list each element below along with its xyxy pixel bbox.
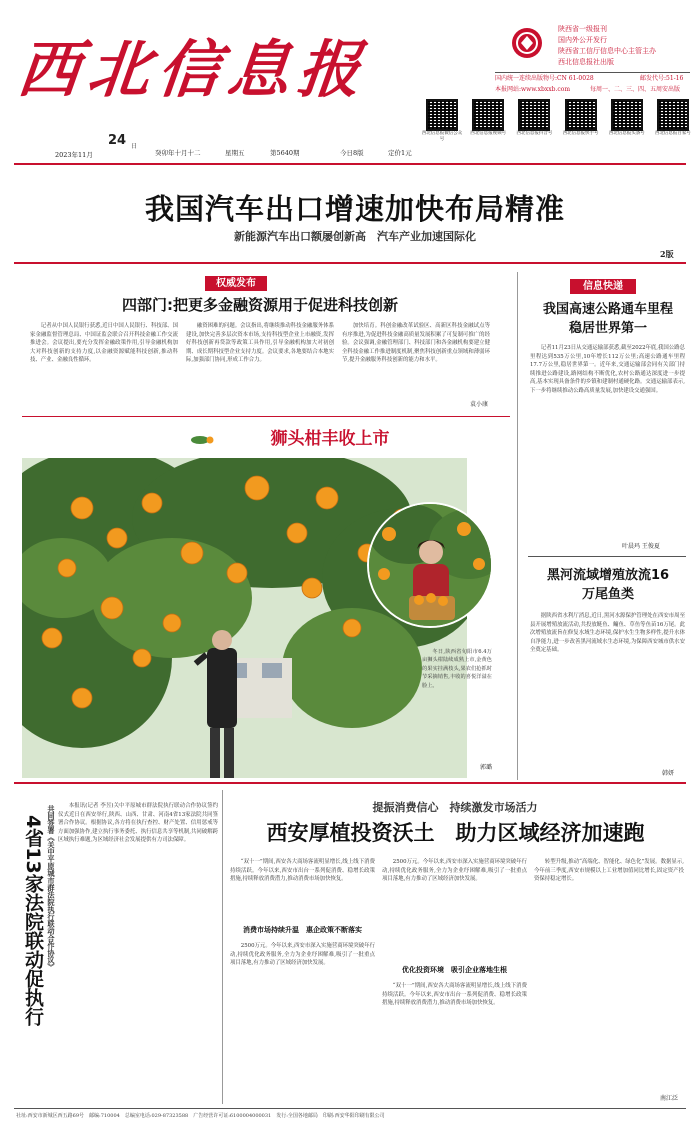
vertical-body bbox=[58, 802, 218, 1104]
section-rule bbox=[14, 782, 686, 784]
xian-col-1-text-2: 2500万元。今年以来,西安市深入实施营商环境突破年行动,持续优化政务服务,全力为企业纾困解难,吸引了一批重点项目落地,有力推动了区域经济加快发展。 bbox=[230, 943, 375, 967]
right-column-divider bbox=[517, 272, 518, 780]
fish-body bbox=[530, 612, 685, 770]
qr-code-icon[interactable] bbox=[657, 99, 689, 131]
lunar-date: 癸卯年十月十二 bbox=[155, 149, 201, 157]
price: 定价1元 bbox=[388, 149, 412, 157]
lead-page-ref[interactable]: 2版 bbox=[660, 249, 674, 259]
xian-col-1-text: “双十一”期间,西安各大商场客流明显增长,线上线下消费持续活跃。今年以来,西安市出台一系列促消费、稳增长政策措施,持续释放消费潜力,推动消费市场加快恢复。 bbox=[230, 859, 375, 883]
express-body bbox=[530, 344, 685, 544]
fish-headline: 黑河流域增殖放流16万尾鱼类 bbox=[546, 568, 670, 602]
qr-label: 西北信息报抖音号 bbox=[516, 131, 553, 136]
photo-author: 郭璐 bbox=[480, 764, 493, 771]
express-body-text: 记者11月23日从交通运输部获悉,截至2022年底,我国公路总里程达到535万公里,10年增长112万公里;高速公路通车里程17.7万公里,稳居世界第一。近年来,交通运输部会同有关部门持续推进公路建设,路网结构不断优化,农村公路通达深度进一步提高,基本实现具备条件的乡镇和建制村通硬化路。交通运输部表示,下一步将继续推动公路高质量发展,加快建设交通强国。 bbox=[530, 345, 685, 394]
masthead-title: 西北信息报 bbox=[14, 33, 372, 106]
publication-code: 国内统一连续出版物号:CN 61-0028 bbox=[495, 75, 594, 82]
sponsor-logo bbox=[512, 28, 542, 58]
vertical-kicker: 共同签署《关中平原城市群法院执行联动合作协议》 bbox=[47, 805, 56, 971]
date-prefix: 2023年11月 bbox=[55, 151, 93, 159]
vertical-body-text: 本报讯(记者 李昱)关中平原城市群法院执行联动合作协议签约仪式近日在西安举行,陕西、山西、甘肃、河南4省13家法院共同签署合作协议。根据协议,各方将在执行查控、财产处置、信用惩戒等方面加强协作,建立执行事务委托、执行信息共享等机制,共同破解跨区域执行难题,为区域经济社会发展提供有力司法保障。 bbox=[58, 803, 218, 844]
date-day: 24 bbox=[108, 133, 127, 148]
xian-subhead-1: 消费市场持续升温 惠企政策不断落实 bbox=[243, 926, 362, 934]
divider bbox=[495, 72, 690, 73]
xian-col-2-cont bbox=[382, 982, 527, 1102]
xian-subhead-2: 优化投资环境 吸引企业落地生根 bbox=[402, 966, 507, 974]
inset-photo bbox=[367, 502, 493, 628]
weekday: 星期五 bbox=[225, 149, 245, 157]
schedule: 每周一、二、三、四、五周安出版 bbox=[590, 86, 681, 93]
date-bar bbox=[55, 133, 435, 160]
sponsor-line: 陕西省一级报刊 bbox=[558, 25, 607, 33]
column-divider bbox=[222, 790, 223, 1104]
photo-headline: 狮头柑丰收上市 bbox=[270, 429, 390, 449]
xian-col-2-text: 2500万元。今年以来,西安市深入实施营商环境突破年行动,持续优化政务服务,全力为企业纾困解难,吸引了一批重点项目落地,有力推动了区域经济加快发展。 bbox=[382, 859, 527, 883]
inset-illustration bbox=[369, 504, 493, 628]
vertical-headline: 4省13家法院联动促执行 bbox=[22, 815, 44, 1026]
xian-headline: 西安厚植投资沃土 助力区域经济加速跑 bbox=[266, 821, 645, 845]
masthead-rule bbox=[14, 163, 686, 165]
qr-code-icon[interactable] bbox=[518, 99, 550, 131]
qr-label: 西北信息报百家号 bbox=[654, 131, 691, 136]
xian-col-2 bbox=[382, 858, 527, 1104]
sponsor-info bbox=[558, 24, 688, 68]
xian-col-1-block bbox=[230, 858, 375, 918]
qr-row bbox=[420, 99, 695, 159]
lead-rule bbox=[14, 262, 686, 264]
qr-label: 西北信息报快手号 bbox=[562, 131, 599, 136]
lead-subhead: 新能源汽车出口额屡创新高 汽车产业加速国际化 bbox=[234, 230, 476, 243]
qr-block[interactable] bbox=[651, 99, 695, 159]
sponsor-line: 陕西省工信厅信息中心主管主办 bbox=[558, 47, 656, 55]
authority-headline: 四部门:把更多金融资源用于促进科技创新 bbox=[121, 296, 398, 314]
authority-author: 袁小康 bbox=[470, 401, 489, 408]
footer-text: 社址:西安市新城区西五路69号 邮编:710004 总编室电话:029-87323588 广告经营许可证:6100004000031 发行:全国各地邮局 印刷:西安华阳印刷有限公司 bbox=[16, 1113, 385, 1119]
xian-col-3-text: 转型升级,推动“高端化、智能化、绿色化”发展。数据显示,今年前三季度,西安市规模以上工业增加值同比增长,固定资产投资保持稳定增长。 bbox=[534, 859, 684, 883]
authority-col-2-text: 融资困难的问题。会议指出,将继续推动科技金融服务体系建设,加快完善多层次资本市场,支持科技型企业上市融资,发挥好科技创新再贷款等政策工具作用,引导金融机构加大对初创期、成长期科技型企业支持力度。会议要求,各地要结合本地实际,加强部门协同,形成工作合力。 bbox=[186, 323, 334, 364]
sponsor-emblem-icon bbox=[512, 28, 542, 58]
photo-caption-text: 冬日,陕西省旬阳市6.4万亩狮头柑陆续成熟上市,金黄色的果实挂满枝头,果农们抢抓时节采摘销售,丰收的喜悦洋溢在脸上。 bbox=[422, 649, 492, 689]
postal-code: 邮发代号:51-16 bbox=[640, 75, 684, 82]
qr-block[interactable] bbox=[559, 99, 603, 159]
express-tag bbox=[570, 279, 636, 294]
sponsor-line: 国内外公开发行 bbox=[558, 36, 607, 44]
qr-code-icon[interactable] bbox=[472, 99, 504, 131]
authority-col-3 bbox=[342, 322, 490, 402]
page-count: 今日8版 bbox=[340, 149, 364, 157]
photo-rule bbox=[22, 416, 510, 417]
qr-label: 西北信息报头条号 bbox=[608, 131, 645, 136]
qr-block[interactable] bbox=[466, 99, 510, 159]
qr-label: 西北信息报视频号 bbox=[470, 131, 507, 136]
xian-col-1 bbox=[230, 858, 375, 1104]
website: 本报网站:www.xbxxb.com bbox=[495, 86, 571, 93]
qr-label: 西北信息报微信公众号 bbox=[421, 131, 463, 142]
xian-col-2-text-2: “双十一”期间,西安各大商场客流明显增长,线上线下消费持续活跃。今年以来,西安市出台一系列促消费、稳增长政策措施,持续释放消费潜力,推动消费市场加快恢复。 bbox=[382, 983, 527, 1007]
qr-code-icon[interactable] bbox=[611, 99, 643, 131]
xian-col-1-cont bbox=[230, 942, 375, 1102]
photo-caption bbox=[422, 648, 492, 766]
photo-leaf-icon bbox=[190, 432, 214, 446]
xian-col-3 bbox=[534, 858, 684, 1104]
vertical-headline-box bbox=[22, 795, 60, 1095]
xian-col-2-block bbox=[382, 858, 527, 958]
qr-code-icon[interactable] bbox=[565, 99, 597, 131]
xian-author: 南江泛 bbox=[660, 1095, 679, 1102]
express-author: 叶晨玛 王俊夏 bbox=[622, 543, 660, 550]
qr-block[interactable] bbox=[605, 99, 649, 159]
express-headline: 我国高速公路通车里程稳居世界第一 bbox=[542, 302, 673, 336]
authority-col-2 bbox=[186, 322, 334, 410]
divider bbox=[528, 556, 686, 557]
xian-col-3-block bbox=[534, 858, 684, 1094]
fish-body-text: 据陕西省水利厅消息,近日,黑河水源保护管理处在西安市周至县开展增殖放流活动,共投放鲢鱼、鳙鱼、草鱼等鱼苗16万尾。此次增殖放流旨在修复水域生态环境,保护水生生物多样性,提升水体自净能力,进一步改善黑河流域水生态环境,为保障西安城市供水安全奠定基础。 bbox=[530, 613, 685, 654]
authority-tag: 权威发布 bbox=[205, 276, 267, 291]
express-tag-label: 信息快递 bbox=[583, 281, 623, 292]
footer-rule bbox=[14, 1108, 686, 1109]
fish-author: 韩妍 bbox=[662, 770, 675, 777]
issue-number: 第5640期 bbox=[270, 149, 300, 157]
lead-headline: 我国汽车出口增速加快布局精准 bbox=[144, 192, 565, 226]
date-day-unit: 日 bbox=[131, 143, 138, 150]
authority-col-1-text: 记者从中国人民银行获悉,近日中国人民银行、科技部、国家金融监督管理总局、中国证监会联合召开科技金融工作交流推进会。会议提出,要充分发挥金融政策作用,引导金融机构加大对科技创新的支持力度,以金融资源赋能科技创新,推动科技、产业、金融良性循环。 bbox=[30, 323, 178, 364]
xian-kicker: 提振消费信心 持续激发市场活力 bbox=[372, 801, 538, 814]
authority-col-3-text: 加快培育。科创金融改革试验区、高新区科技金融试点等有序推进,为促进科技金融高质量发展积累了可复制可推广的经验。会议强调,金融管理部门、科技部门和各金融机构要建立健全科技金融工作推进制度机制,聚焦科技创新重点领域和薄弱环节,提升金融服务科技创新的能力和水平。 bbox=[342, 323, 490, 364]
qr-block[interactable] bbox=[512, 99, 556, 159]
qr-code-icon[interactable] bbox=[426, 99, 458, 131]
sponsor-line: 西北信息报社出版 bbox=[558, 58, 614, 66]
authority-col-1 bbox=[30, 322, 178, 410]
